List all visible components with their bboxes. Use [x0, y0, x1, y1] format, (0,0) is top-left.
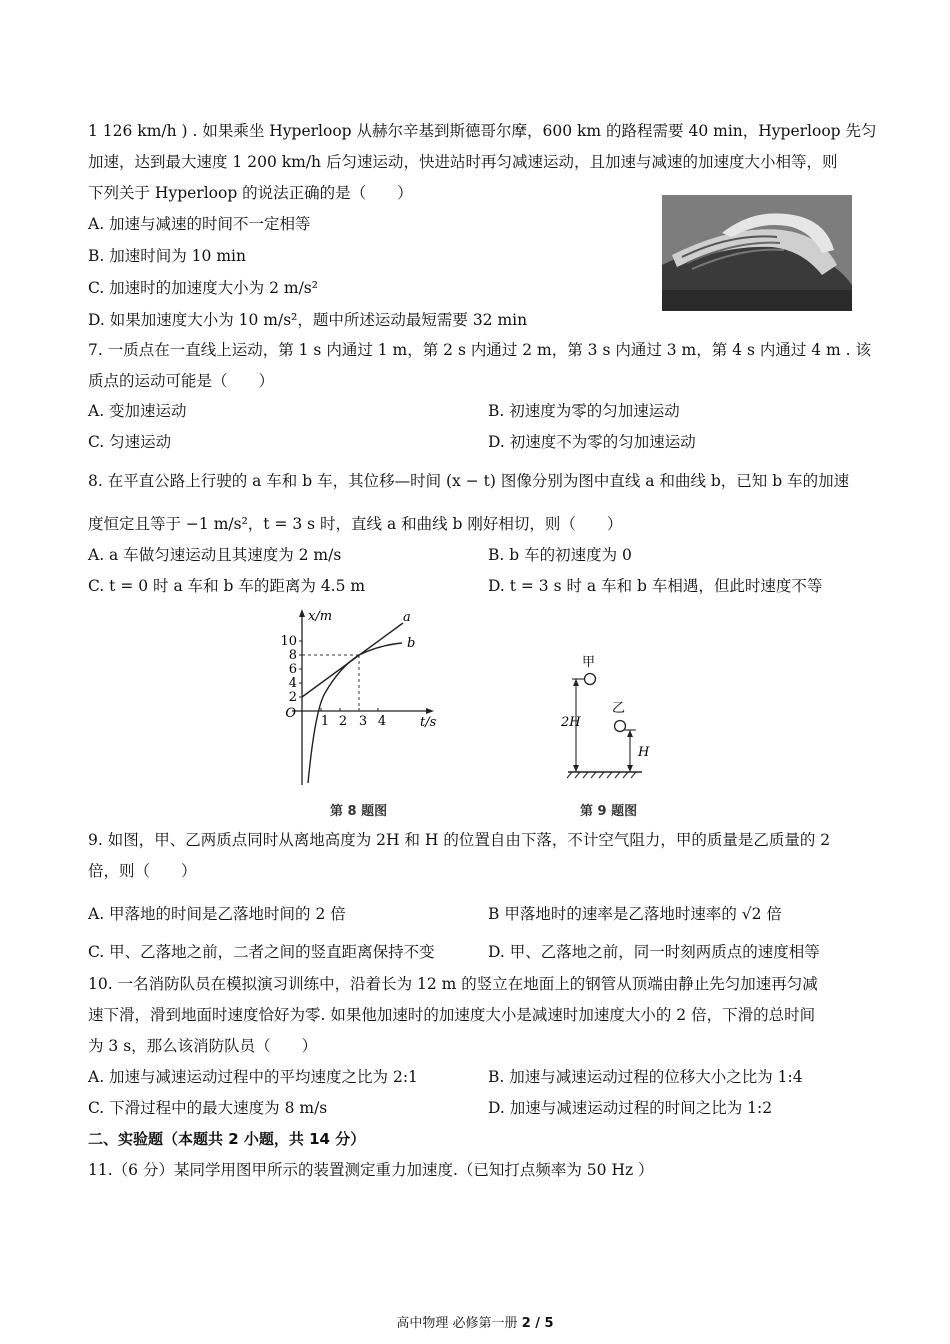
footer-text: 高中物理 必修第一册 [396, 1316, 522, 1331]
x-tick-2: 2 [338, 714, 348, 729]
q6-option-d: D. 如果加速度大小为 10 m/s²，题中所述运动最短需要 32 min [88, 311, 528, 329]
page-number: 2 / 5 [521, 1316, 554, 1331]
figure-9-diagram [560, 650, 660, 780]
q8-option-a: A. a 车做匀速运动且其速度为 2 m/s [88, 546, 342, 564]
ball-yi-label: 乙 [612, 701, 626, 716]
q8-option-c: C. t = 0 时 a 车和 b 车的距离为 4.5 m [88, 577, 366, 595]
x-tick-1: 1 [320, 714, 330, 729]
q9-option-b: B 甲落地时的速率是乙落地时速率的 √2 倍 [488, 905, 782, 923]
q9-option-d: D. 甲、乙落地之前，同一时刻两质点的速度相等 [488, 943, 820, 961]
y-tick-4: 4 [288, 676, 297, 691]
q9-line-2: 倍，则（ ） [88, 862, 197, 880]
q10-option-c: C. 下滑过程中的最大速度为 8 m/s [88, 1099, 328, 1117]
q6-line-3: 下列关于 Hyperloop 的说法正确的是（ ） [88, 184, 413, 202]
figure-8-graph [270, 605, 440, 790]
y-tick-6: 6 [288, 662, 297, 677]
x-tick-3: 3 [358, 714, 368, 729]
page-footer [0, 1312, 950, 1331]
q10-option-a: A. 加速与减速运动过程中的平均速度之比为 2:1 [88, 1068, 418, 1086]
q7-option-b: B. 初速度为零的匀加速运动 [488, 402, 680, 420]
q7-option-c: C. 匀速运动 [88, 433, 172, 451]
q6-line-1: 1 126 km/h ) . 如果乘坐 Hyperloop 从赫尔辛基到斯德哥尔摩，600 km 的路程需要 40 min，Hyperloop 先匀 [88, 122, 877, 140]
figure-8-caption: 第 8 题图 [330, 804, 388, 819]
q11-line: 11.（6 分）某同学用图甲所示的装置测定重力加速度.（已知打点频率为 50 Hz ） [88, 1161, 654, 1179]
q8-line-2: 度恒定且等于 −1 m/s²，t = 3 s 时，直线 a 和曲线 b 刚好相切，则（ ） [88, 515, 623, 533]
q9-line-1: 9. 如图，甲、乙两质点同时从离地高度为 2H 和 H 的位置自由下落，不计空气阻力，甲的质量是乙质量的 2 [88, 831, 831, 849]
q8-option-b: B. b 车的初速度为 0 [488, 546, 632, 564]
hyperloop-photo [662, 195, 852, 311]
q6-line-2: 加速，达到最大速度 1 200 km/h 后匀速运动，快进站时再匀减速运动，且加速与减速的加速度大小相等，则 [88, 153, 838, 171]
q10-option-d: D. 加速与减速运动过程的时间之比为 1:2 [488, 1099, 773, 1117]
q6-option-b: B. 加速时间为 10 min [88, 247, 246, 265]
line-a-label: a [403, 610, 411, 625]
q8-option-d: D. t = 3 s 时 a 车和 b 车相遇，但此时速度不等 [488, 577, 823, 595]
q9-option-c: C. 甲、乙落地之前，二者之间的竖直距离保持不变 [88, 943, 435, 961]
q7-line-1: 7. 一质点在一直线上运动，第 1 s 内通过 1 m，第 2 s 内通过 2 m，第 3 s 内通过 3 m，第 4 s 内通过 4 m . 该 [88, 341, 872, 359]
label-2h: 2H [561, 715, 581, 730]
figure-9-caption: 第 9 题图 [580, 804, 638, 819]
q7-option-a: A. 变加速运动 [88, 402, 187, 420]
q6-option-c: C. 加速时的加速度大小为 2 m/s² [88, 279, 318, 297]
q10-line-3: 为 3 s，那么该消防队员（ ） [88, 1037, 318, 1055]
x-tick-4: 4 [377, 714, 387, 729]
origin-label: O [285, 706, 296, 721]
q7-option-d: D. 初速度不为零的匀加速运动 [488, 433, 696, 451]
y-tick-8: 8 [288, 648, 297, 663]
q9-option-a: A. 甲落地的时间是乙落地时间的 2 倍 [88, 905, 346, 923]
x-axis-label: t/s [420, 715, 437, 730]
ball-yi [615, 721, 626, 732]
q7-line-2: 质点的运动可能是（ ） [88, 372, 275, 390]
q6-option-a: A. 加速与减速的时间不一定相等 [88, 215, 311, 233]
y-tick-2: 2 [288, 690, 297, 705]
y-tick-10: 10 [280, 634, 297, 649]
q10-line-2: 速下滑，滑到地面时速度恰好为零. 如果他加速时的加速度大小是减速时加速度大小的 2 倍，下滑的总时间 [88, 1006, 816, 1024]
y-axis-label: x/m [308, 609, 333, 624]
ball-jia [585, 674, 596, 685]
section-2-heading: 二、实验题（本题共 2 小题，共 14 分） [88, 1130, 366, 1148]
label-h: H [638, 745, 650, 760]
q10-line-1: 10. 一名消防队员在模拟演习训练中，沿着长为 12 m 的竖立在地面上的钢管从顶端由静止先匀加速再匀减 [88, 975, 818, 993]
q8-line-1: 8. 在平直公路上行驶的 a 车和 b 车，其位移—时间 (x − t) 图像分别为图中直线 a 和曲线 b，已知 b 车的加速 [88, 472, 850, 490]
curve-b-label: b [407, 636, 416, 651]
q10-option-b: B. 加速与减速运动过程的位移大小之比为 1:4 [488, 1068, 803, 1086]
ball-jia-label: 甲 [582, 655, 596, 670]
